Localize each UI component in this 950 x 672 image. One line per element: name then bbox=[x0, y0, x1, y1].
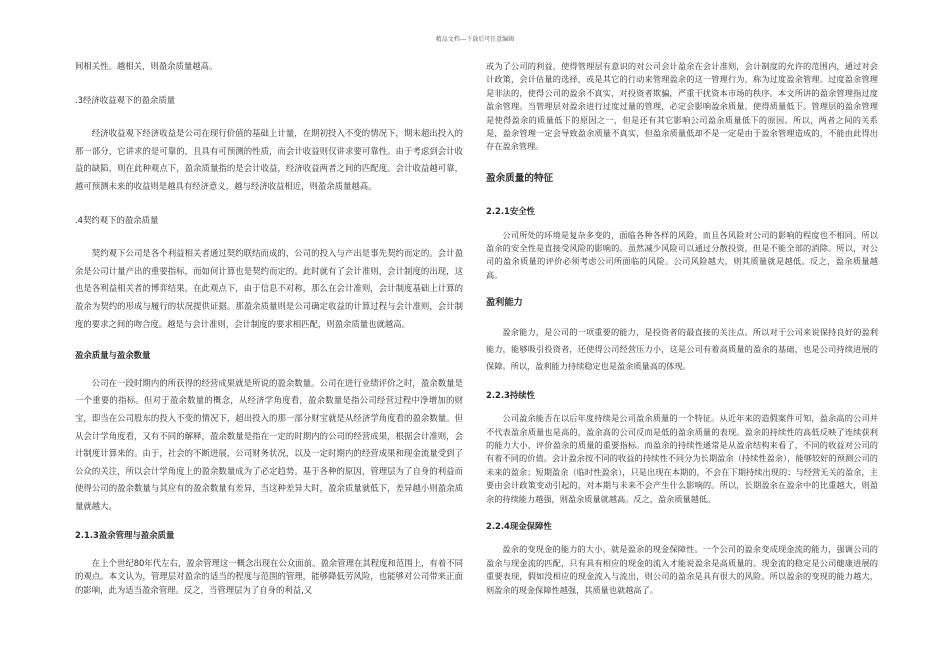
paragraph: 间相关性。越相关，则盈余质量越高。 bbox=[75, 61, 218, 71]
section-heading: 2.2.4现金保障性 bbox=[486, 520, 552, 531]
section-heading: 盈利能力 bbox=[486, 297, 523, 309]
section-heading: .3经济收益观下的盈余质量 bbox=[75, 94, 176, 105]
section-heading: 盈余质量的特征 bbox=[486, 172, 554, 184]
paragraph: 经济收益观下经济收益是公司在现行价值的基础上计量，在期初投入不变的情况下，期末超出投入的那一部分，它讲求的是可靠的，且具有可预测的性质，而会计收益则仅讲求要可靠性。由于考虑到会计收益的缺陷，则在此种观点下，盈余质量指的是会计收益，经济收益两者之间的匹配度。会计收益越可靠，越可预测未来的收益则是越具有经济意义，越与经济收益相近，则盈余质量越高。 bbox=[75, 128, 463, 191]
section-heading: .4契约观下的盈余质量 bbox=[75, 214, 159, 225]
paragraph: 契约观下公司是各个利益相关者通过契约联结而成的，公司的投入与产出是事先契约而定的。会计盈余是公司计量产出的重要指标，而如何计算也是契约而定的。此时就有了会计准则，会计制度的出现，这也是各利益相关者的博弈结果。在此观点下，由于信息不对称，那么在会计准则，会计制度基础上计算的盈余为契约的形成与履行的状况提供证据。那盈余质量则是公司确定收益的计算过程与会计准则，会计制度的要求之间的吻合度。越是与会计准则，会计制度的要求相匹配，则盈余质量也就越高。 bbox=[75, 248, 463, 329]
left-column bbox=[75, 58, 463, 597]
paragraph: 盈余能力，是公司的一项重要的能力，是投资者的最直接的关注点。所以对于公司来说保持良好的盈利能力，能够吸引投资者，还使得公司经营压力小，这是公司有着高质量的盈余的基础，也是公司持续进展的保障。所以，盈利能力持续稳定也是盈余质量高的体现。 bbox=[486, 326, 878, 371]
paragraph: 公司盈余能否在以后年度持续是公司盈余质量的一个特征。从近年来的造假案件可知，盈余高的公司并不代表盈余质量也是高的，盈余高的公司反而是低的盈余质量的表现。盈余的持续性的高低反映了连续获利的能力大小，评价盈余的质量的重要指标。而盈余的持续性通常是从盈余结构来看了，不同的收益对公司的有着不同的价值。会计盈余按不同的收益的持续性不同分为长期盈余（持续性盈余），能够较好的预测公司的未来的盈余；短期盈余（临时性盈余），只是出现在本期的，不会在下期持续出现的；与经营无关的盈余，主要由会计政策变动引起的，对本期与未来不会产生什么影响的。所以，长期盈余在盈余中的比重越大，则盈余的持续能力越强，则盈余质量就越高。反之，盈余质量越低。 bbox=[486, 413, 878, 504]
paragraph: 公司在一段时期内的所获得的经营成果就是所说的盈余数量。公司在进行业绩评价之时，盈余数量是一个重要的指标。但对于盈余数量的概念，从经济学角度看，盈余数量是指公司经营过程中净增加的财宝，即当在公司股东的投入不变的情况下，超出投入的那一部分财宝就是从经济学角度看的盈余数量。但从会计学角度看，又有不同的解释，盈余数量是指在一定的时期内的公司的经营成果，根据会计准则，会计制度计算来的。由于，社会的不断进展，公司财务状况，以及一定时期内的经营成果和现金流量受到了公众的关注，所以会计学角度上的盈余数量成为了必定趋势。基于各种的原因，管理层为了自身的利益而使得公司的盈余数量与其应有的盈余数量有差异，当这种差异大时，盈余质量就低下，差异越小则盈余质量就越大。 bbox=[75, 377, 463, 511]
paragraph: 在上个世纪80年代左右，盈余管理这一概念出现在公众面前。盈余管理在其程度和范围上，有着不同的观点。本文认为，管理层对盈余的适当的程度与范围的管理，能够降低劳风险，也能够对公司带来正面的影响，此为适当盈余管理。反之，当管理层为了自身的利益,又 bbox=[75, 558, 463, 595]
paragraph: 盈余的变现金的能力的大小，就是盈余的现金保障性。一个公司的盈余变成现金流的能力，强调公司的盈余与现金流的匹配，只有具有相应的现金的流入才能说盈余是高质量的。现金流的稳定是公司健康进展的重要表现，假如没相应的现金流入与流出，则公司的盈余是具有很大的风险。所以盈余的变现的能力越大，则盈余的现金保障性越强，其质量也就越高了。 bbox=[486, 544, 878, 595]
right-column bbox=[486, 60, 878, 597]
section-heading: 2.1.3盈余管理与盈余质量 bbox=[75, 530, 175, 541]
section-heading: 2.2.3持续性 bbox=[486, 389, 535, 400]
section-heading: 盈余质量与盈余数量 bbox=[75, 350, 151, 361]
page-header: 精品文档---下载后可任意编辑 bbox=[435, 36, 515, 43]
paragraph: 或为了公司的利益，使得管理层有意识的对公司会计盈余在会计准则，会计制度的允许的范围内，通过对会计政策，会计估量的选择，或是其它的行动来管理盈余的这一管理行为，称为过度盈余管理。过度盈余管理是非法的，使得公司的盈余不真实，对投资者欺骗，严重干扰资本市场的秩序。本文所讲的盈余管理指过度盈余管理。当管理层对盈余进行过度过量的管理，必定会影响盈余质量，使得质量低下。管理层的盈余管理是使得盈余的质量低下的原因之一，但是还有其它影响公司盈余质量低下的原因。所以，两者之间的关系是，盈余管理一定会导致盈余质量不真实，但盈余质量低却不是一定是由于盈余管理造成的，不能由此得出存在盈余管理。 bbox=[486, 61, 878, 152]
section-heading: 2.2.1安全性 bbox=[486, 206, 535, 217]
paragraph: 公司所处的环境是复杂多变的，面临各种各样的风险，而且各风险对公司的影响的程度也不相同。所以盈余的安全性是直接受风险的影响的。虽然减少风险可以通过分散投资，但是不能全部的消除。所以，对公司的盈余质量的评价必须考虑公司所面临的风险。公司风险越大，则其质量就是越低。反之，盈余质量越高。 bbox=[486, 229, 878, 280]
